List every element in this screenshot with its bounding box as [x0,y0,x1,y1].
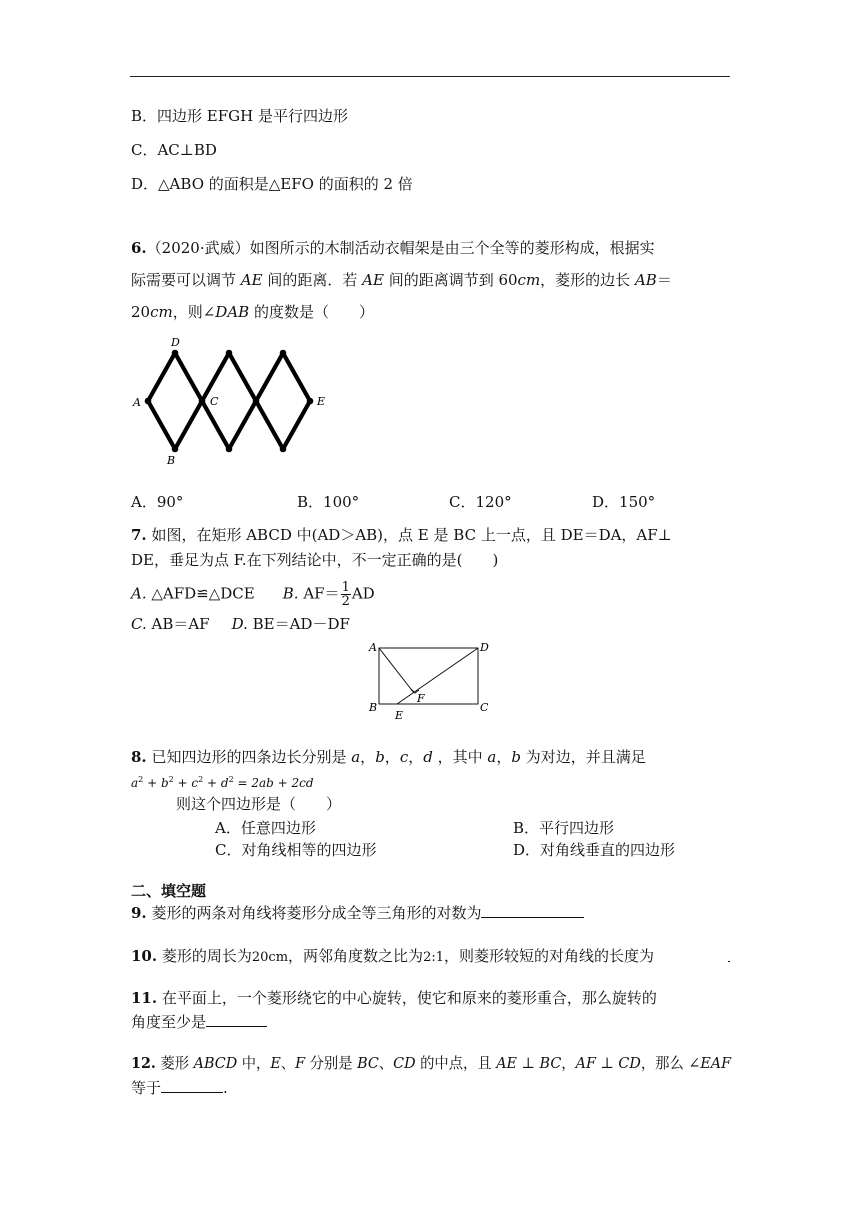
q9-text: 菱形的两条对角线将菱形分成全等三角形的对数为 [146,904,482,922]
option-d-prev: D．△ABO 的面积是△EFO 的面积的 2 倍 [131,175,413,193]
q7-optd-letter: D. [231,615,248,633]
q11-line2 [131,1012,267,1032]
q7-options-cd [131,614,350,634]
q7-optb-letter: B. [282,584,299,603]
q9-answer-blank[interactable] [481,903,584,918]
label-b: B [369,701,378,714]
q12-cd: CD [393,1054,416,1072]
q7-fraction: $\frac{1}{2}$ [341,580,350,609]
q6-t2a: 际需要可以调节 [131,271,241,289]
q8-t1e: ， [384,748,400,766]
q8-choice-c: C．对角线相等的四边形 [215,841,377,859]
q7-optc-text: AB＝AF [146,615,210,633]
q8-t1c: ， [360,748,376,766]
q6-t3e: 的度数是（ ） [249,303,374,321]
q12-text-e: ，那么 [640,1054,689,1072]
q6-t2c: 间的距离．若 [262,271,363,289]
label-c: C [210,395,219,408]
q7-number: 7. [131,526,147,544]
formula-rhs: = 2ab + 2cd [233,776,314,790]
q6-line3 [131,302,374,322]
q9-number: 9. [131,904,147,922]
q7-line2: DE，垂足为点 F.在下列结论中，不一定正确的是( ) [131,551,499,569]
q8-t1d: b [375,748,385,766]
q12-number: 12. [131,1054,156,1072]
q12-line1 [131,1053,731,1073]
q9-line [131,903,584,923]
q8-t1a: 已知四边形的四条边长分别是 [146,748,352,766]
option-c-prev: C．AC⊥BD [131,141,217,159]
q7-text1: 如图，在矩形 ABCD 中(AD＞AB)，点 E 是 BC 上一点，且 DE＝DA，AF⊥ [146,526,672,544]
q6-t2b: AE [240,271,263,289]
q7-optb-post: AD [351,584,375,603]
q12-sep2: 、 [378,1054,394,1072]
header-rule [130,76,730,77]
q6-line2 [131,270,672,290]
q8-t1j: a [487,748,497,766]
q12-bc: BC [357,1054,379,1072]
rhombus-1 [148,353,202,449]
q8-line1 [131,747,646,767]
q11-answer-blank[interactable] [206,1012,267,1027]
label-a: A [133,396,141,409]
q12-sep1: 、 [280,1054,296,1072]
rect-abcd [379,648,478,704]
q7-optb-pre: AF＝ [298,584,340,603]
q6-t3c: ，则∠ [172,303,216,321]
q11-number: 11. [131,989,158,1007]
q6-t3b: cm [150,303,173,321]
q12-cond2: AF ⊥ CD [575,1054,641,1072]
q12-text-a: 菱形 [155,1054,194,1072]
q10-value-1: 20cm [251,950,289,965]
q12-text2: 等于 [131,1079,162,1097]
q12-text-d: 的中点，且 [415,1054,497,1072]
q8-number: 8. [131,748,147,766]
section-title: 二、填空题 [131,882,207,900]
q6-t2d: AE [362,271,384,289]
label-b: B [167,454,176,467]
label-f: F [417,692,425,705]
q7-opta-text: △AFD≌△DCE [146,584,255,603]
q12-answer-blank[interactable] [161,1078,223,1093]
q12-angle: ∠EAF [688,1054,732,1072]
q12-end: . [223,1079,228,1097]
q8-t1f: c [399,748,409,766]
q10-text-c: ，则菱形较短的对角线的长度为 [443,947,654,965]
q6-t2i: ＝ [656,271,672,289]
q8-t1k: ， [496,748,512,766]
q6-choice-b: B．100° [297,493,360,511]
q11-line1 [131,988,657,1008]
formula-exp-b: 2 [168,775,174,784]
q8-line3: 则这个四边形是（ ） [176,795,342,813]
q12-cond1: AE ⊥ BC [496,1054,562,1072]
q6-choice-d: D．150° [592,493,656,511]
q10-line [131,946,654,968]
q8-choice-a: A．任意四边形 [215,819,316,837]
q8-choice-b: B．平行四边形 [513,819,615,837]
q6-t2f: cm [517,271,541,289]
q6-text1: （2020·武威）如图所示的木制活动衣帽架是由三个全等的菱形构成，根据实 [146,239,655,257]
q6-choice-c: C．120° [449,493,512,511]
q8-formula: $a^2 + b^2 + c^2 + d^2 = 2ab + 2cd$ [131,775,314,790]
formula-d: d [220,776,229,790]
q10-value-2: 2:1 [423,950,444,965]
formula-b: b [160,776,169,790]
segment-de [397,648,478,704]
q6-rhombus-figure [125,333,335,468]
label-d: D [480,641,489,654]
label-c: C [480,701,489,714]
q11-text2: 角度至少是 [131,1013,207,1031]
q12-sep3: ， [561,1054,576,1072]
formula-exp-d: 2 [228,775,234,784]
label-a: A [369,641,377,654]
option-b-prev: B．四边形 EFGH 是平行四边形 [131,107,348,125]
q11-text1: 在平面上，一个菱形绕它的中心旋转，使它和原来的菱形重合，那么旋转的 [157,989,657,1007]
q8-t1l: b [511,748,521,766]
segment-af [379,648,414,693]
q8-t1b: a [351,748,361,766]
q12-line2 [131,1078,228,1098]
q12-text-c: 分别是 [305,1054,358,1072]
formula-c: c [191,776,199,790]
q12-f: F [295,1054,306,1072]
q12-text-b: 中， [237,1054,271,1072]
q6-choice-a: A．90° [131,493,184,511]
rhombus-3 [256,353,310,449]
q7-line1 [131,525,672,545]
q8-choice-d: D．对角线垂直的四边形 [513,841,676,859]
q7-rectangle-figure [365,638,495,722]
formula-exp-a: 2 [138,775,144,784]
q10-answer-blank[interactable] [728,961,730,962]
q8-t1g: ， [408,748,424,766]
q7-opta-letter: A. [131,584,147,603]
q6-t2g: ，菱形的边长 [540,271,635,289]
q6-number: 6. [131,239,147,257]
q7-optc-letter: C. [131,615,147,633]
q6-t2e: 间的距离调节到 60 [383,271,518,289]
q6-t3d: DAB [215,303,250,321]
q12-e: E [270,1054,281,1072]
q8-t1i: ，其中 [432,748,488,766]
q7-options-ab [131,581,375,608]
q6-t2h: AB [634,271,657,289]
label-e: E [395,709,404,722]
q8-t1h: d [423,748,433,766]
label-e: E [317,395,326,408]
q7-optd-text: BE＝AD－DF [247,615,350,633]
label-d: D [171,336,180,349]
formula-a: a [131,776,139,790]
q10-text-a: 菱形的周长为 [157,947,252,965]
q10-text-b: ，两邻角度数之比为 [288,947,424,965]
q6-t3a: 20 [131,303,151,321]
formula-exp-c: 2 [198,775,204,784]
q10-number: 10. [131,947,158,965]
q8-t1m: 为对边，并且满足 [520,748,646,766]
q6-line1 [131,238,655,258]
q12-abcd: ABCD [193,1054,238,1072]
